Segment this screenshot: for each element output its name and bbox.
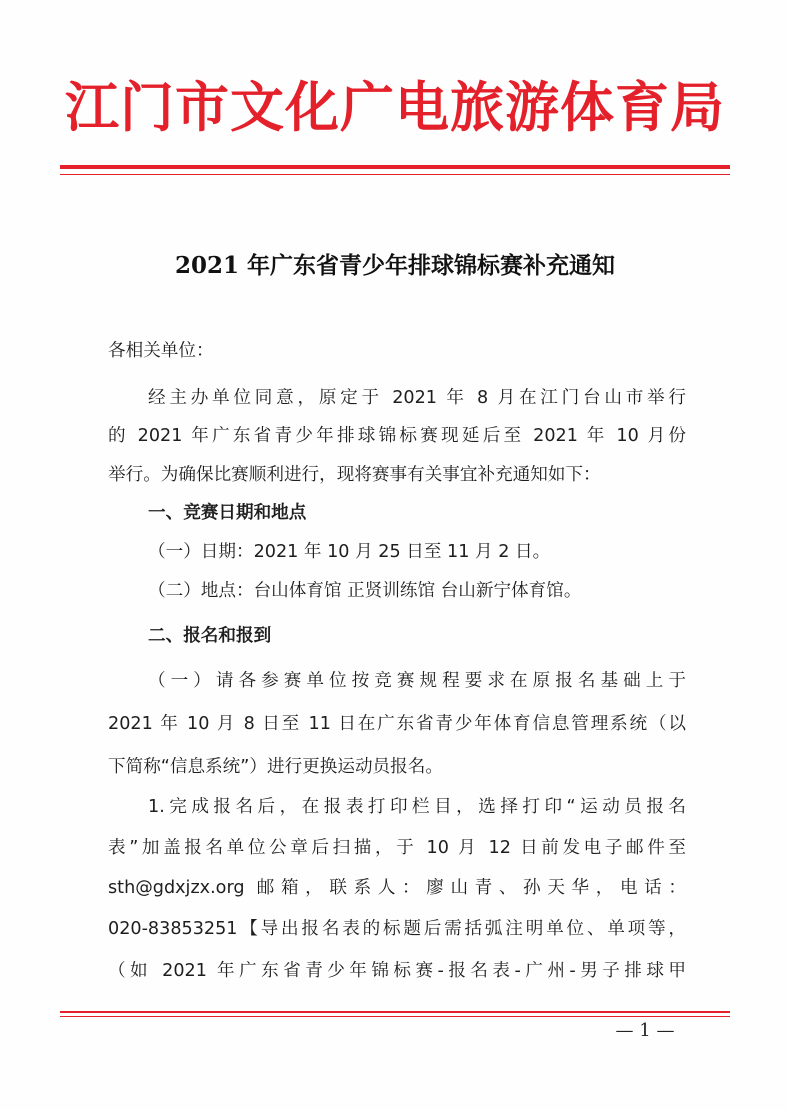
paragraph-line: 表”加盖报名单位公章后扫描，于 10 月 12 日前发电子邮件至 (108, 838, 686, 858)
page-number: — 1 — (615, 1020, 675, 1041)
paragraph-line: sth@gdxjzx.org 邮箱，联系人：廖山青、孙天华，电话： (108, 878, 686, 898)
letterhead-title: 江门市文化广电旅游体育局 (65, 75, 725, 139)
footer-rule-thick (60, 1011, 730, 1013)
paragraph-line: （一）日期：2021 年 10 月 25 日至 11 月 2 日。 (148, 542, 551, 562)
paragraph-line: 举行。为确保比赛顺利进行，现将赛事有关事宜补充通知如下： (108, 465, 601, 485)
paragraph-line: 的 2021 年广东省青少年排球锦标赛现延后至 2021 年 10 月份 (108, 426, 686, 446)
section-heading-2: 二、报名和报到 (148, 626, 272, 646)
letterhead-rule-thin (60, 174, 730, 175)
paragraph-line: 2021 年 10 月 8 日至 11 日在广东省青少年体育信息管理系统（以 (108, 714, 686, 734)
salutation: 各相关单位： (108, 341, 214, 361)
paragraph-line: 020-83853251【导出报名表的标题后需括弧注明单位、单项等， (108, 919, 686, 939)
paragraph-line: （如 2021 年广东省青少年锦标赛-报名表-广州-男子排球甲 (108, 961, 686, 981)
paragraph-line: （一）请各参赛单位按竞赛规程要求在原报名基础上于 (148, 671, 686, 691)
paragraph-line: （二）地点：台山体育馆 正贤训练馆 台山新宁体育馆。 (148, 581, 582, 601)
letterhead-rule-thick (60, 165, 730, 169)
paragraph-line: 1.完成报名后，在报表打印栏目，选择打印“运动员报名 (148, 797, 686, 817)
paragraph-line: 下简称“信息系统”）进行更换运动员报名。 (108, 757, 443, 777)
section-heading-1: 一、竞赛日期和地点 (148, 503, 307, 523)
paragraph-line: 经主办单位同意，原定于 2021 年 8 月在江门台山市举行 (148, 388, 686, 408)
document-title: 2021 年广东省青少年排球锦标赛补充通知 (174, 252, 616, 279)
